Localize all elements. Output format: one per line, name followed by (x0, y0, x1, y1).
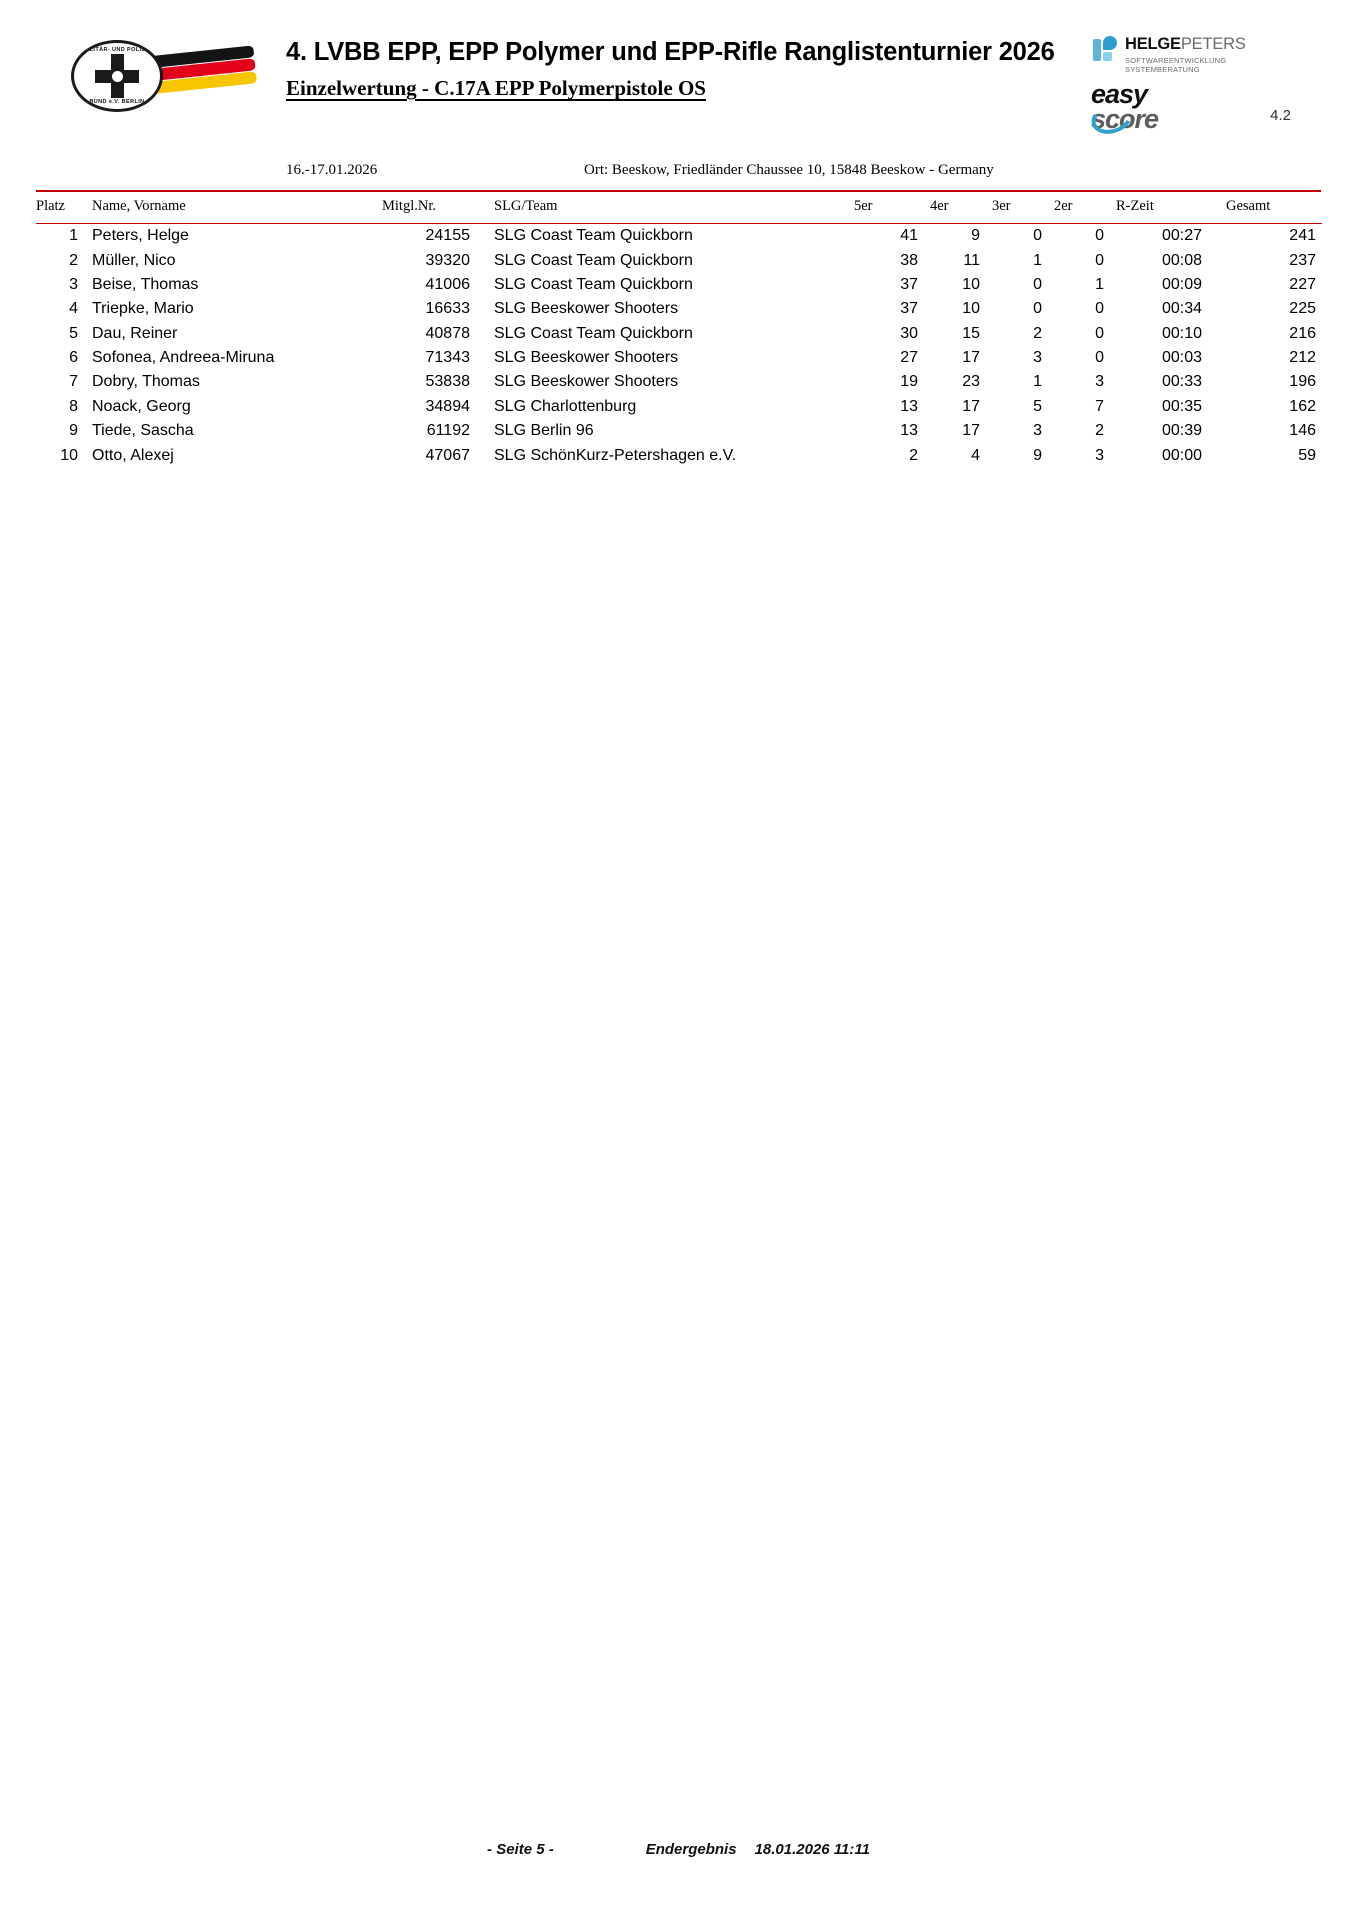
cell-2er: 0 (1095, 349, 1104, 367)
product-name-line1: easy (1091, 79, 1148, 110)
cell-rzeit: 00:34 (1161, 300, 1202, 318)
cell-5er: 37 (900, 300, 918, 318)
cell-3er: 0 (1033, 227, 1042, 245)
table-row (36, 370, 1322, 394)
cell-4er: 17 (962, 349, 980, 367)
company-name-light: PETERS (1180, 35, 1246, 53)
company-tagline-line2: SYSTEMBERATUNG (1125, 64, 1200, 74)
cell-rzeit: 00:35 (1161, 397, 1202, 415)
cell-4er: 23 (962, 373, 980, 391)
cell-gesamt: 237 (1289, 251, 1316, 269)
cell-4er: 10 (962, 275, 980, 293)
cell-rzeit: 00:27 (1161, 227, 1202, 245)
cell-gesamt: 196 (1289, 373, 1316, 391)
cell-mitglnr: 40878 (425, 324, 470, 342)
emblem-cross-icon (95, 54, 139, 98)
cell-4er: 9 (971, 227, 980, 245)
cell-gesamt: 216 (1289, 324, 1316, 342)
column-header-team: SLG/Team (494, 198, 558, 214)
company-tagline (1125, 56, 1246, 75)
event-location: Ort: Beeskow, Friedländer Chaussee 10, 15848 Beeskow - Germany (584, 162, 994, 178)
cell-team: SLG Berlin 96 (494, 422, 594, 440)
event-meta (36, 162, 1321, 184)
table-row (36, 395, 1322, 419)
cell-platz: 1 (69, 227, 78, 245)
column-header-rzeit: R-Zeit (1116, 198, 1154, 214)
cell-rzeit: 00:03 (1161, 349, 1202, 367)
cell-team: SLG Charlottenburg (494, 397, 637, 415)
cell-platz: 5 (69, 324, 78, 342)
cell-mitglnr: 71343 (425, 349, 470, 367)
cell-team: SLG Coast Team Quickborn (494, 227, 693, 245)
cell-rzeit: 00:00 (1161, 446, 1202, 464)
table-row (36, 297, 1322, 321)
column-header-platz: Platz (36, 198, 65, 214)
company-tagline-line1: SOFTWAREENTWICKLUNG (1125, 55, 1227, 65)
cell-team: SLG Coast Team Quickborn (494, 324, 693, 342)
cell-4er: 11 (963, 251, 980, 269)
cell-3er: 0 (1033, 300, 1042, 318)
column-header-2er: 2er (1054, 198, 1073, 214)
product-name-line2: score (1091, 104, 1159, 135)
cell-gesamt: 212 (1289, 349, 1316, 367)
cell-team: SLG SchönKurz-Petershagen e.V. (494, 446, 737, 464)
cell-name: Dau, Reiner (92, 324, 178, 342)
cell-name: Peters, Helge (92, 227, 189, 245)
cell-team: SLG Beeskower Shooters (494, 373, 679, 391)
cell-2er: 3 (1095, 373, 1104, 391)
cell-2er: 0 (1095, 251, 1104, 269)
footer-timestamp: 18.01.2026 11:11 (754, 1841, 870, 1858)
cell-3er: 5 (1033, 397, 1042, 415)
cell-3er: 3 (1033, 422, 1042, 440)
company-name-bold: HELGE (1125, 35, 1181, 53)
table-row (36, 419, 1322, 443)
cell-platz: 6 (69, 349, 78, 367)
cell-mitglnr: 39320 (425, 251, 470, 269)
cell-gesamt: 59 (1298, 446, 1316, 464)
cell-team: SLG Coast Team Quickborn (494, 251, 693, 269)
cell-4er: 10 (962, 300, 980, 318)
cell-5er: 2 (909, 446, 918, 464)
cell-gesamt: 146 (1289, 422, 1316, 440)
cell-name: Sofonea, Andreea-Miruna (92, 349, 275, 367)
software-branding (1091, 36, 1291, 146)
cell-mitglnr: 53838 (425, 373, 470, 391)
cell-platz: 10 (60, 446, 78, 464)
cell-name: Otto, Alexej (92, 446, 174, 464)
cell-name: Tiede, Sascha (92, 422, 194, 440)
page-number: - Seite 5 - (487, 1841, 554, 1858)
cell-platz: 7 (69, 373, 78, 391)
product-version: 4.2 (1270, 107, 1291, 125)
column-header-name: Name, Vorname (92, 198, 186, 214)
cell-5er: 30 (900, 324, 918, 342)
cell-4er: 17 (962, 397, 980, 415)
table-row (36, 443, 1322, 467)
cell-2er: 1 (1095, 275, 1104, 293)
table-row (36, 273, 1322, 297)
cell-platz: 8 (69, 397, 78, 415)
cell-rzeit: 00:39 (1161, 422, 1202, 440)
cell-rzeit: 00:09 (1161, 275, 1202, 293)
column-header-gesamt: Gesamt (1226, 198, 1271, 214)
cell-team: SLG Beeskower Shooters (494, 300, 679, 318)
product-logo (1091, 79, 1291, 135)
column-header-3er: 3er (992, 198, 1011, 214)
cell-3er: 3 (1033, 349, 1042, 367)
cell-name: Triepke, Mario (92, 300, 194, 318)
table-row (36, 346, 1322, 370)
cell-name: Beise, Thomas (92, 275, 199, 293)
company-name (1125, 36, 1246, 53)
cell-5er: 38 (900, 251, 918, 269)
column-header-mitglnr: Mitgl.Nr. (382, 198, 436, 214)
results-table-body (36, 224, 1322, 468)
cell-4er: 17 (962, 422, 980, 440)
cell-2er: 0 (1095, 227, 1104, 245)
organization-logo (66, 38, 246, 116)
cell-gesamt: 227 (1289, 275, 1316, 293)
results-table-head (36, 192, 1322, 224)
cell-3er: 1 (1033, 251, 1042, 269)
table-row (36, 322, 1322, 346)
cell-2er: 0 (1095, 300, 1104, 318)
table-row (36, 248, 1322, 272)
cell-3er: 2 (1033, 324, 1042, 342)
cell-mitglnr: 41006 (425, 275, 470, 293)
cell-team: SLG Coast Team Quickborn (494, 275, 693, 293)
cell-gesamt: 162 (1289, 397, 1316, 415)
cell-gesamt: 241 (1289, 227, 1316, 245)
cell-5er: 19 (900, 373, 918, 391)
club-emblem-icon (71, 40, 163, 112)
cell-4er: 4 (971, 446, 980, 464)
cell-2er: 3 (1095, 446, 1104, 464)
page-title: 4. LVBB EPP, EPP Polymer und EPP-Rifle Ranglistenturnier 2026 (286, 38, 1055, 66)
helgepeters-logo-icon (1091, 36, 1119, 64)
emblem-bottom-text: BUND e.V. BERLIN (89, 99, 145, 105)
cell-name: Dobry, Thomas (92, 373, 200, 391)
cell-3er: 1 (1033, 373, 1042, 391)
cell-gesamt: 225 (1289, 300, 1316, 318)
cell-5er: 27 (900, 349, 918, 367)
cell-2er: 0 (1095, 324, 1104, 342)
cell-3er: 0 (1033, 275, 1042, 293)
document-footer (0, 1841, 1357, 1858)
cell-platz: 9 (69, 422, 78, 440)
cell-mitglnr: 24155 (425, 227, 470, 245)
cell-mitglnr: 61192 (426, 422, 470, 440)
cell-name: Müller, Nico (92, 251, 176, 269)
cell-mitglnr: 16633 (425, 300, 470, 318)
event-date: 16.-17.01.2026 (286, 162, 378, 178)
page-subtitle: Einzelwertung - C.17A EPP Polymerpistole OS (286, 76, 706, 101)
cell-name: Noack, Georg (92, 397, 191, 415)
cell-platz: 3 (69, 275, 78, 293)
cell-platz: 4 (69, 300, 78, 318)
document-header (36, 0, 1321, 158)
cell-2er: 7 (1095, 397, 1104, 415)
column-header-5er: 5er (854, 198, 873, 214)
cell-3er: 9 (1033, 446, 1042, 464)
cell-platz: 2 (69, 251, 78, 269)
cell-5er: 41 (900, 227, 918, 245)
table-row (36, 224, 1322, 249)
cell-mitglnr: 34894 (425, 397, 470, 415)
column-header-4er: 4er (930, 198, 949, 214)
cell-4er: 15 (962, 324, 980, 342)
cell-5er: 37 (900, 275, 918, 293)
results-table (36, 192, 1322, 468)
cell-5er: 13 (900, 422, 918, 440)
cell-rzeit: 00:10 (1161, 324, 1202, 342)
cell-rzeit: 00:33 (1161, 373, 1202, 391)
table-header-row (36, 192, 1322, 224)
cell-2er: 2 (1095, 422, 1104, 440)
cell-rzeit: 00:08 (1161, 251, 1202, 269)
cell-mitglnr: 47067 (425, 446, 470, 464)
cell-5er: 13 (900, 397, 918, 415)
emblem-top-text: MILITÄR- UND POLIZEI (82, 47, 152, 53)
cell-team: SLG Beeskower Shooters (494, 349, 679, 367)
footer-status: Endergebnis (645, 1841, 737, 1858)
